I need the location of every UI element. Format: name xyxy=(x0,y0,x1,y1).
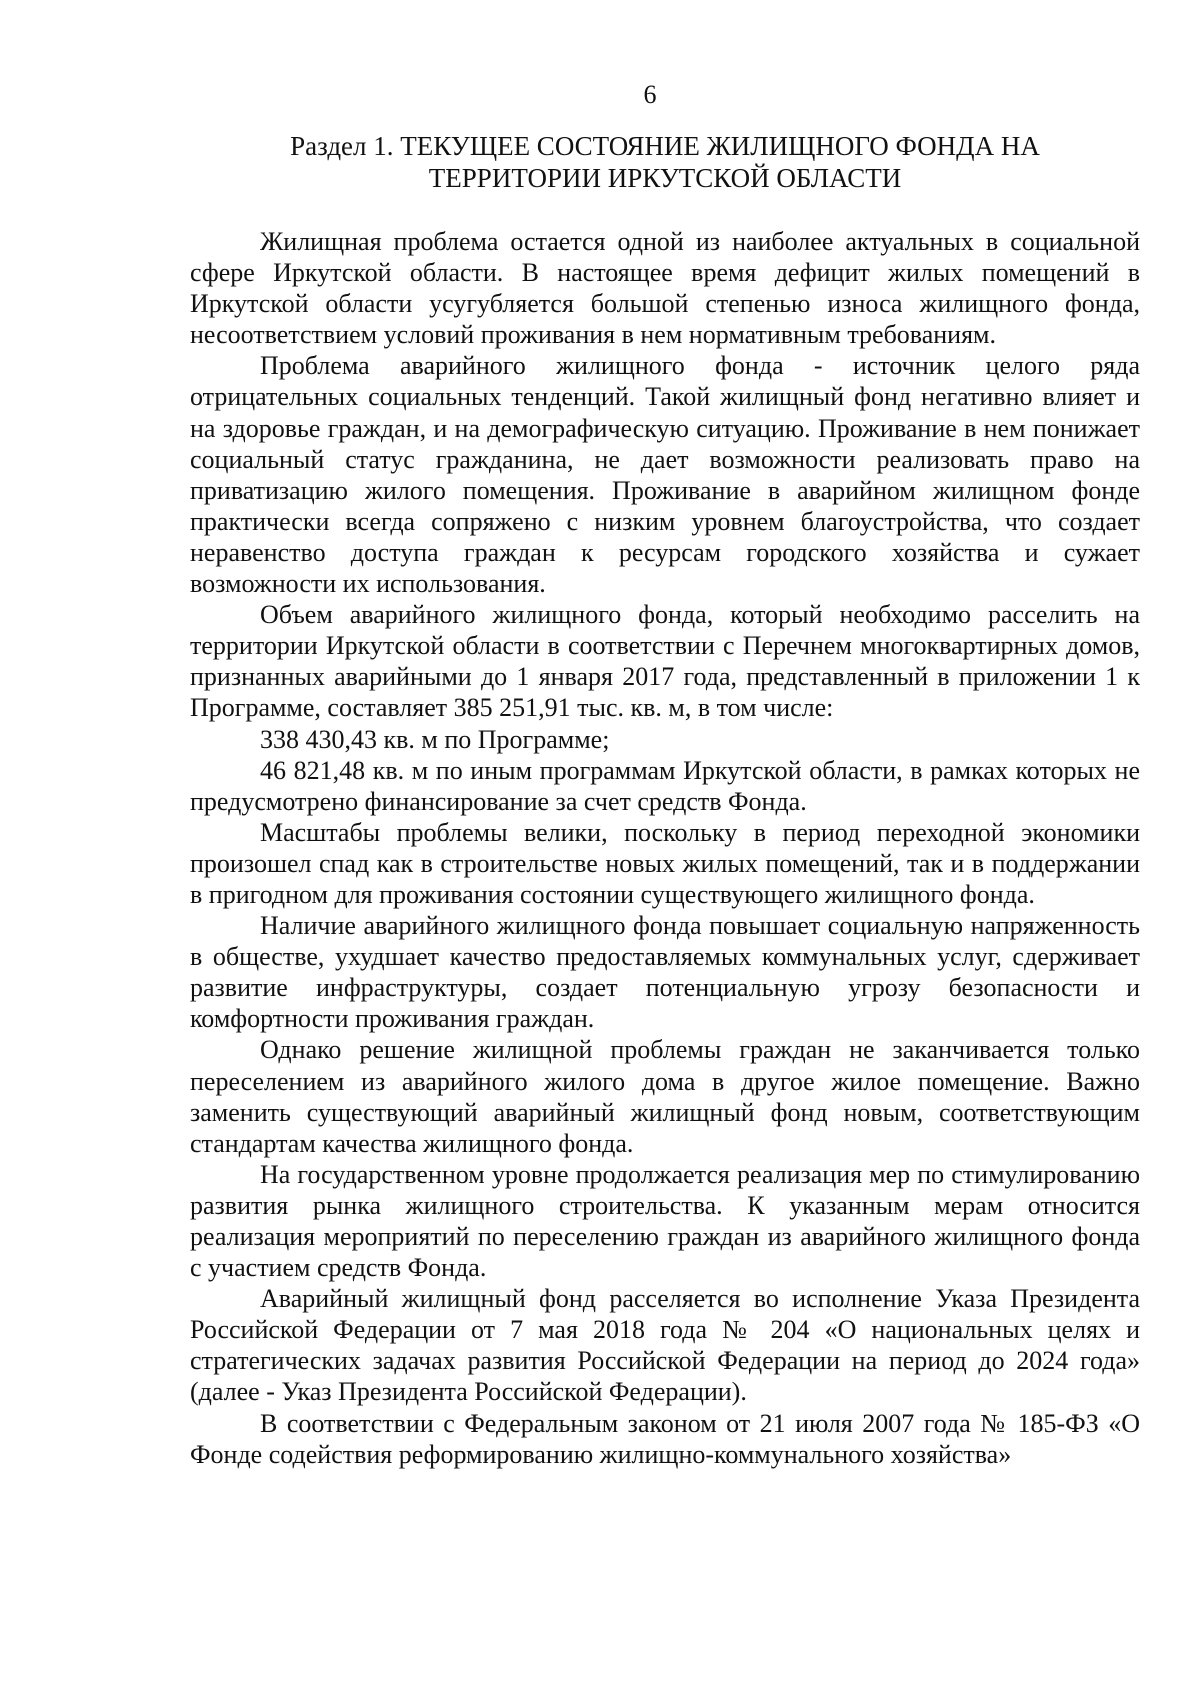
page-number: 6 xyxy=(643,80,657,109)
section-heading-line: Раздел 1. ТЕКУЩЕЕ СОСТОЯНИЕ ЖИЛИЩНОГО ФОНДА НА xyxy=(290,131,1040,161)
section-heading xyxy=(190,130,1140,194)
paragraph: Аварийный жилищный фонд расселяется во исполнение Указа Президента Российской Федерации от 7 мая 2018 года № 204 «О национальных целях и стратегических задачах развития Российской Федерации на период до 2024 года» (далее - Указ Президента Российской Федерации). xyxy=(190,1284,1140,1407)
paragraph: В соответствии с Федеральным законом от 21 июля 2007 года № 185-ФЗ «О Фонде содействия реформированию жилищно-коммунального хозяйства» xyxy=(190,1408,1140,1469)
document-body xyxy=(190,226,1140,1470)
paragraph: Однако решение жилищной проблемы граждан не заканчивается только переселением из аварийного жилого дома в другое жилое помещение. Важно заменить существующий аварийный жилищный фонд новым, соответствующим стандартам качества жилищного фонда. xyxy=(190,1035,1140,1158)
section-heading-line: ТЕРРИТОРИИ ИРКУТСКОЙ ОБЛАСТИ xyxy=(428,163,902,193)
paragraph: 46 821,48 кв. м по иным программам Иркутской области, в рамках которых не предусмотрено финансирование за счет средств Фонда. xyxy=(190,755,1140,816)
paragraph: Объем аварийного жилищного фонда, который необходимо расселить на территории Иркутской области в соответствии с Перечнем многоквартирных домов, признанных аварийными до 1 января 2017 года, представленный в приложении 1 к Программе, составляет 385 251,91 тыс. кв. м, в том числе: xyxy=(190,600,1140,723)
paragraph: Жилищная проблема остается одной из наиболее актуальных в социальной сфере Иркутской области. В настоящее время дефицит жилых помещений в Иркутской области усугубляется большой степенью износа жилищного фонда, несоответствием условий проживания в нем нормативным требованиям. xyxy=(190,227,1140,350)
paragraph: Проблема аварийного жилищного фонда - источник целого ряда отрицательных социальных тенденций. Такой жилищный фонд негативно влияет и на здоровье граждан, и на демографическую ситуацию. Проживание в нем понижает социальный статус гражданина, не дает возможности реализовать право на приватизацию жилого помещения. Проживание в аварийном жилищном фонде практически всегда сопряжено с низким уровнем благоустройства, что создает неравенство доступа граждан к ресурсам городского хозяйства и сужает возможности их использования. xyxy=(190,351,1140,599)
paragraph: На государственном уровне продолжается реализация мер по стимулированию развития рынка жилищного строительства. К указанным мерам относится реализация мероприятий по переселению граждан из аварийного жилищного фонда с участием средств Фонда. xyxy=(190,1159,1140,1283)
paragraph: Наличие аварийного жилищного фонда повышает социальную напряженность в обществе, ухудшает качество предоставляемых коммунальных услуг, сдерживает развитие инфраструктуры, создает потенциальную угрозу безопасности и комфортности проживания граждан. xyxy=(190,911,1140,1034)
paragraph: 338 430,43 кв. м по Программе; xyxy=(260,724,610,754)
paragraph: Масштабы проблемы велики, поскольку в период переходной экономики произошел спад как в строительстве новых жилых помещений, так и в поддержании в пригодном для проживания состоянии существующего жилищного фонда. xyxy=(190,817,1140,909)
